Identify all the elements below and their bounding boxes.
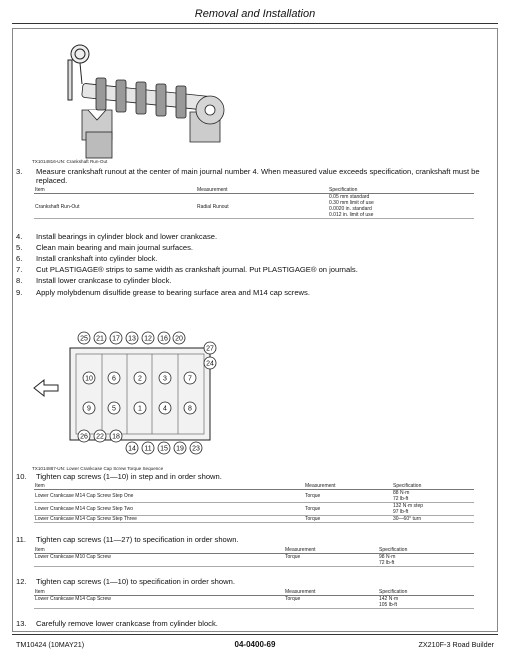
step-3-line2: replaced. — [36, 176, 68, 185]
table-header-spec: Specification — [328, 187, 474, 194]
page-header-title: Removal and Installation — [194, 8, 316, 20]
bolt-number: 11 — [144, 445, 152, 453]
spec-line: 0.012 in. limit of use — [329, 212, 374, 218]
torque-step-table — [34, 483, 474, 523]
bolt-number: 8 — [188, 405, 192, 413]
bolt-number: 24 — [206, 360, 214, 368]
table-cell-item: Lower Crankcase M14 Cap Screw Step One — [34, 490, 304, 503]
step-text: Cut PLASTIGAGE® strips to same width as crankshaft journal. Put PLASTIGAGE® on journals. — [36, 265, 358, 274]
table-cell-spec — [378, 596, 474, 609]
table-cell-spec — [328, 194, 474, 219]
table-row — [34, 596, 474, 609]
bolt-number: 22 — [96, 433, 104, 441]
table-cell-item: Lower Crankcase M14 Cap Screw Step Two — [34, 503, 304, 516]
step-text: Clean main bearing and main journal surfaces. — [36, 243, 194, 252]
table-header-item: Item — [34, 187, 196, 194]
step-8 — [16, 276, 171, 285]
step-number: 13. — [16, 619, 27, 628]
table-cell-measurement: Torque — [284, 554, 378, 567]
spec-line: 88 N·m — [393, 490, 410, 496]
front-arrow-icon — [34, 380, 58, 396]
table-header-measurement: Measurement — [284, 547, 378, 554]
spec-line: 132 N·m step — [393, 503, 424, 509]
bolt-number: 23 — [192, 445, 200, 453]
step-5 — [16, 243, 193, 252]
table-header-measurement: Measurement — [284, 589, 378, 596]
bolt-number: 26 — [80, 433, 88, 441]
table-header-item: Item — [34, 483, 304, 490]
crankshaft-runout-figure — [60, 40, 230, 160]
torque-sequence-figure — [32, 328, 232, 460]
table-row — [34, 516, 474, 523]
step-number: 10. — [16, 472, 27, 481]
footer-rule — [12, 634, 498, 635]
step-number: 7. — [16, 265, 23, 274]
spec-line: 30—60° turn — [393, 516, 422, 522]
bolt-number: 3 — [163, 375, 167, 383]
step-number: 9. — [16, 288, 23, 297]
step-text: Measure crankshaft runout at the center of main journal number 4. When measured value exceeds specification, crankshaft must be — [36, 167, 480, 176]
spec-line: 0.0020 in. standard — [329, 206, 372, 212]
bolt-number: 2 — [138, 375, 142, 383]
step-number: 8. — [16, 276, 23, 285]
table-cell-spec — [392, 503, 474, 516]
spec-line: 105 lb-ft — [379, 602, 398, 608]
table-row — [34, 554, 474, 567]
figure1-caption: TX1014816-UN: Crankshaft Run-Out — [32, 159, 108, 164]
step-text: Carefully remove lower crankcase from cylinder block. — [36, 619, 218, 628]
table-header-item: Item — [34, 589, 284, 596]
spec-line: 72 lb-ft — [393, 496, 409, 502]
step-number: 6. — [16, 254, 23, 263]
bolt-number: 15 — [160, 445, 168, 453]
step-6 — [16, 254, 158, 263]
table-cell-measurement: Torque — [304, 503, 392, 516]
step-number: 3. — [16, 167, 23, 176]
step-number: 12. — [16, 577, 27, 586]
step-11 — [16, 535, 239, 544]
table-row — [34, 503, 474, 516]
spec-line: 72 lb-ft — [379, 560, 395, 566]
table-cell-item: Lower Crankcase M10 Cap Screw — [34, 554, 284, 567]
step-text: Install lower crankcase to cylinder block. — [36, 276, 172, 285]
table-header-spec: Specification — [378, 547, 474, 554]
table-row — [34, 194, 474, 219]
bolt-number: 14 — [128, 445, 136, 453]
step-10 — [16, 472, 222, 481]
table-header-item: Item — [34, 547, 284, 554]
step-text: Tighten cap screws (1—10) to specification in order shown. — [36, 577, 235, 586]
table-cell-item: Lower Crankcase M14 Cap Screw — [34, 596, 284, 609]
bolt-number: 6 — [112, 375, 116, 383]
table-cell-spec — [392, 490, 474, 503]
step-4 — [16, 232, 217, 241]
bolt-number: 27 — [206, 345, 214, 353]
table-cell-item: Crankshaft Run-Out — [34, 194, 196, 219]
table-cell-measurement: Torque — [304, 490, 392, 503]
step-number: 5. — [16, 243, 23, 252]
table-cell-spec — [378, 554, 474, 567]
step-text: Tighten cap screws (1—10) in step and in order shown. — [36, 472, 222, 481]
m10-torque-table — [34, 547, 474, 567]
step-text: Install bearings in cylinder block and lower crankcase. — [36, 232, 218, 241]
bolt-number: 20 — [175, 335, 183, 343]
table-header-spec: Specification — [392, 483, 474, 490]
table-cell-measurement: Torque — [284, 596, 378, 609]
step-13 — [16, 619, 218, 628]
step-12 — [16, 577, 235, 586]
bolt-number: 13 — [128, 335, 136, 343]
footer-page-number: 04-0400-69 — [234, 640, 276, 649]
bolt-number: 12 — [144, 335, 152, 343]
spec-line: 97 lb-ft — [393, 509, 409, 515]
step-7 — [16, 265, 358, 274]
footer-manual-id: TM10424 (10MAY21) — [16, 640, 85, 649]
header-rule — [12, 23, 498, 24]
table-cell-spec — [392, 516, 474, 523]
table-header-measurement: Measurement — [304, 483, 392, 490]
step-text: Tighten cap screws (11—27) to specification in order shown. — [36, 535, 239, 544]
bolt-number: 10 — [85, 375, 93, 383]
bolt-number: 4 — [163, 405, 167, 413]
bolt-number: 17 — [112, 335, 120, 343]
footer-model: ZX210F-3 Road Builder — [418, 640, 494, 649]
bolt-label-top-row — [78, 332, 185, 344]
bolt-number: 7 — [188, 375, 192, 383]
table-header-measurement: Measurement — [196, 187, 328, 194]
bolt-number: 21 — [96, 335, 104, 343]
step-9 — [16, 288, 310, 297]
table-cell-measurement: Radial Runout — [196, 194, 328, 219]
spec-line: 98 N·m — [379, 554, 396, 560]
table-cell-item: Lower Crankcase M14 Cap Screw Step Three — [34, 516, 304, 523]
spec-line: 142 N·m — [379, 596, 399, 602]
bolt-number: 1 — [138, 405, 142, 413]
table-row — [34, 490, 474, 503]
crankcase-outline — [70, 348, 210, 440]
bolt-number: 5 — [112, 405, 116, 413]
bolt-number: 25 — [80, 335, 88, 343]
step-number: 4. — [16, 232, 23, 241]
spec-line: 0.30 mm limit of use — [329, 200, 374, 206]
spec-line: 0.05 mm standard — [329, 194, 370, 200]
bolt-number: 19 — [176, 445, 184, 453]
step-text: Apply molybdenum disulfide grease to bearing surface area and M14 cap screws. — [36, 288, 310, 297]
base-block — [86, 132, 112, 158]
table-cell-measurement: Torque — [304, 516, 392, 523]
m14-torque-table — [34, 589, 474, 609]
figure2-caption: TX1014887-UN: Lower Crankcase Cap Screw Torque Sequence — [32, 466, 164, 471]
runout-spec-table — [34, 187, 474, 219]
bolt-number: 18 — [112, 433, 120, 441]
step-text: Install crankshaft into cylinder block. — [36, 254, 158, 263]
table-header-spec: Specification — [378, 589, 474, 596]
bolt-number: 16 — [160, 335, 168, 343]
step-3 — [16, 167, 490, 176]
step-number: 11. — [16, 535, 26, 544]
bolt-number: 9 — [87, 405, 91, 413]
